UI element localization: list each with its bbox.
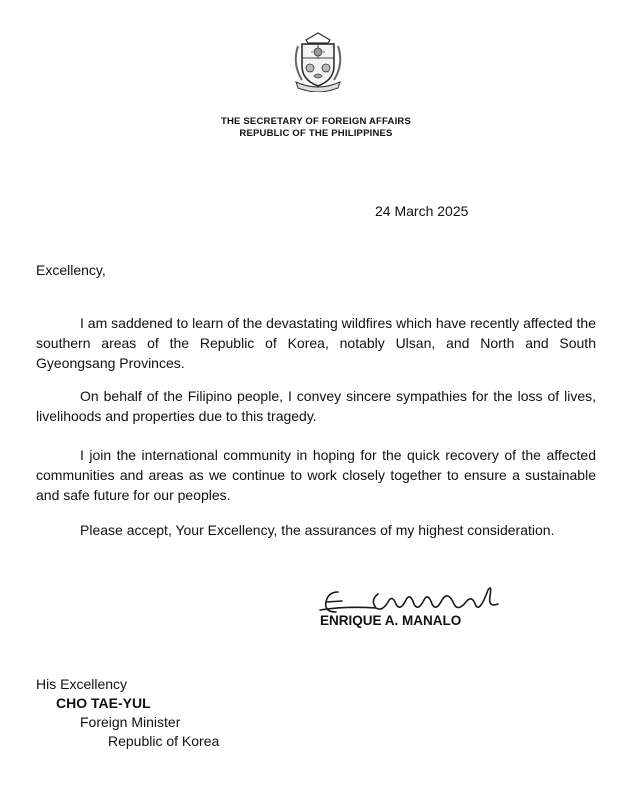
body-paragraph-2: On behalf of the Filipino people, I convey sincere sympathies for the loss of lives, livelihoods and properties due to this tragedy. bbox=[36, 388, 596, 424]
body-paragraph-1: I am saddened to learn of the devastating wildfires which have recently affected the southern areas of the Republic of Korea, notably Ulsan, and North and South Gyeongsang Provinces. bbox=[36, 315, 596, 371]
salutation: Excellency, bbox=[36, 262, 106, 278]
letter-date: 24 March 2025 bbox=[375, 203, 469, 219]
letterhead-subtitle: REPUBLIC OF THE PHILIPPINES bbox=[239, 128, 393, 139]
closing-paragraph: Please accept, Your Excellency, the assurances of my highest consideration. bbox=[80, 522, 555, 538]
recipient-name: CHO TAE-YUL bbox=[56, 695, 151, 711]
body-paragraph-3: I join the international community in hoping for the quick recovery of the affected communities and areas as we continue to work closely together to ensure a sustainable and safe future for our peoples. bbox=[36, 447, 596, 503]
letterhead-title: THE SECRETARY OF FOREIGN AFFAIRS bbox=[220, 116, 412, 127]
recipient-country: Republic of Korea bbox=[108, 733, 220, 749]
signatory-name: ENRIQUE A. MANALO bbox=[320, 613, 462, 628]
recipient-title: Foreign Minister bbox=[80, 714, 181, 730]
recipient-honorific: His Excellency bbox=[36, 676, 128, 692]
philippine-seal-icon bbox=[288, 30, 348, 92]
